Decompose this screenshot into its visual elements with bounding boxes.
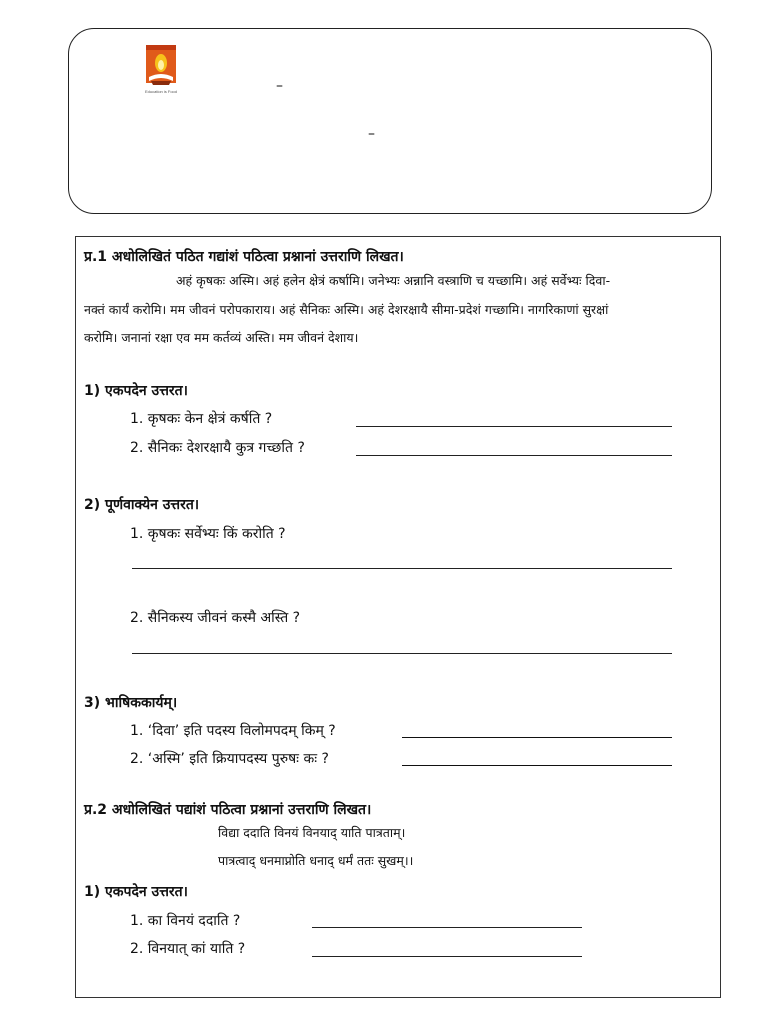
q2-heading: प्र.2 अधोलिखितं पद्यांशं पठित्वा प्रश्नानां उत्तराणि लिखत। <box>84 802 372 818</box>
q1-heading: प्र.1 अधोलिखितं पठित गद्यांशं पठित्वा प्रश्नानां उत्तराणि लिखत। <box>84 249 404 265</box>
school-logo-icon <box>145 45 177 97</box>
question-item: 1. का विनयं ददाति ? <box>130 913 241 929</box>
header-box <box>68 28 712 214</box>
question-item: 2. विनयात् कां याति ? <box>130 941 246 957</box>
worksheet <box>75 236 721 998</box>
verse-line: पात्रत्वाद् धनमाप्नोति धनाद् धर्मं ततः सुखम्।। <box>218 853 414 868</box>
answer-line[interactable] <box>132 568 672 569</box>
question-item: 1. ‘दिवा’ इति पदस्य विलोमपदम् किम् ? <box>130 723 336 739</box>
header-dash: – <box>276 78 283 94</box>
answer-line[interactable] <box>402 765 672 766</box>
answer-line[interactable] <box>356 455 672 456</box>
verse-line: विद्या ददाति विनयं विनयाद् याति पात्रताम्। <box>218 825 406 840</box>
answer-line[interactable] <box>402 737 672 738</box>
answer-line[interactable] <box>312 956 582 957</box>
answer-line[interactable] <box>132 653 672 654</box>
question-item: 2. सैनिकस्य जीवनं कस्मै अस्ति ? <box>130 610 301 626</box>
q1-s3-heading: 3) भाषिककार्यम्। <box>84 695 178 711</box>
answer-line[interactable] <box>356 426 672 427</box>
passage-line: नक्तं कार्यं करोमि। मम जीवनं परोपकाराय। अहं सैनिकः अस्मि। अहं देशरक्षायै सीमा-प्रदेशं गच्छामि। नागरिकाणां सुरक्षां <box>84 302 609 317</box>
answer-line[interactable] <box>312 927 582 928</box>
question-item: 2. सैनिकः देशरक्षायै कुत्र गच्छति ? <box>130 440 305 456</box>
question-item: 1. कृषकः केन क्षेत्रं कर्षति ? <box>130 411 273 427</box>
q1-s2-heading: 2) पूर्णवाक्येन उत्तरत। <box>84 497 200 513</box>
question-item: 1. कृषकः सर्वेभ्यः किं करोति ? <box>130 526 286 542</box>
q2-s1-heading: 1) एकपदेन उत्तरत। <box>84 884 188 900</box>
q1-s1-heading: 1) एकपदेन उत्तरत। <box>84 383 188 399</box>
passage-line: अहं कृषकः अस्मि। अहं हलेन क्षेत्रं कर्षामि। जनेभ्यः अन्नानि वस्त्राणि च यच्छामि। अहं सर्वेभ्यः दिवा- <box>176 273 611 288</box>
header-dash: – <box>368 126 375 142</box>
question-item: 2. ‘अस्मि’ इति क्रियापदस्य पुरुषः कः ? <box>130 751 329 767</box>
passage-line: करोमि। जनानां रक्षा एव मम कर्तव्यं अस्ति। मम जीवनं देशाय। <box>84 330 359 345</box>
logo-caption: Education is Food <box>145 89 177 94</box>
